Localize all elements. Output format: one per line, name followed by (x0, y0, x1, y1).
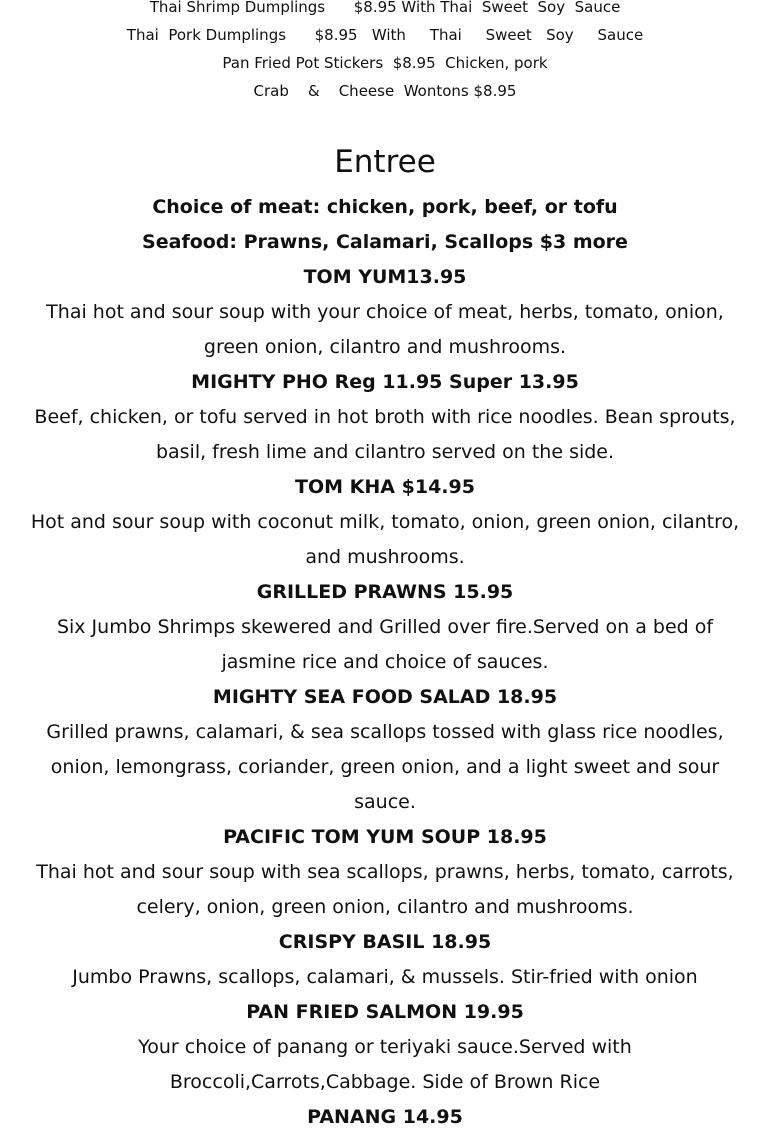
appetizer-item: Thai Shrimp Dumplings $8.95 With Thai Sweet Soy Sauce (149, 0, 621, 16)
appetizer-item: Pan Fried Pot Stickers $8.95 Chicken, pork (222, 54, 548, 72)
menu-item-description: Beef, chicken, or tofu served in hot broth with rice noodles. Bean sprouts, basil, fresh lime and cilantro served on the side. (34, 406, 736, 463)
appetizer-item: Thai Pork Dumplings $8.95 With Thai Sweet Soy Sauce (126, 26, 644, 44)
menu-item-description: Hot and sour soup with coconut milk, tomato, onion, green onion, cilantro, and mushrooms. (30, 511, 740, 568)
menu-item-description: Grilled prawns, calamari, & sea scallops tossed with glass rice noodles, onion, lemongrass, coriander, green onion, and a light sweet and sour sauce. (46, 721, 724, 813)
menu-item-name: MIGHTY PHO Reg 11.95 Super 13.95 (191, 371, 579, 393)
meat-choice-note: Choice of meat: chicken, pork, beef, or tofu (152, 196, 618, 218)
menu-item-description: Your choice of panang or teriyaki sauce.Served with Broccoli,Carrots,Cabbage. Side of Brown Rice (138, 1036, 632, 1093)
menu-item-description: Thai hot and sour soup with your choice of meat, herbs, tomato, onion, green onion, cilantro and mushrooms. (46, 301, 724, 358)
menu-item-name: PAN FRIED SALMON 19.95 (246, 1001, 524, 1023)
menu-item-description: Thai hot and sour soup with sea scallops, prawns, herbs, tomato, carrots, celery, onion, green onion, cilantro and mushrooms. (36, 861, 734, 918)
menu-item-name: CRISPY BASIL 18.95 (278, 931, 492, 953)
menu-item-description: Six Jumbo Shrimps skewered and Grilled over fire.Served on a bed of jasmine rice and choice of sauces. (56, 616, 714, 673)
seafood-note: Seafood: Prawns, Calamari, Scallops $3 more (142, 231, 628, 253)
menu-item-name: TOM KHA $14.95 (295, 476, 475, 498)
entree-heading: Entree (334, 144, 436, 180)
menu-item-name: PANANG 14.95 (307, 1106, 463, 1128)
menu-item-name: GRILLED PRAWNS 15.95 (256, 581, 514, 603)
appetizer-list (0, 0, 770, 105)
menu-item-name: TOM YUM13.95 (303, 266, 467, 288)
menu-item-description: Jumbo Prawns, scallops, calamari, & mussels. Stir-fried with onion (72, 966, 698, 988)
entree-section (20, 190, 750, 1135)
appetizer-item: Crab & Cheese Wontons $8.95 (253, 82, 517, 100)
menu-item-name: MIGHTY SEA FOOD SALAD 18.95 (212, 686, 558, 708)
menu-item-name: PACIFIC TOM YUM SOUP 18.95 (223, 826, 547, 848)
